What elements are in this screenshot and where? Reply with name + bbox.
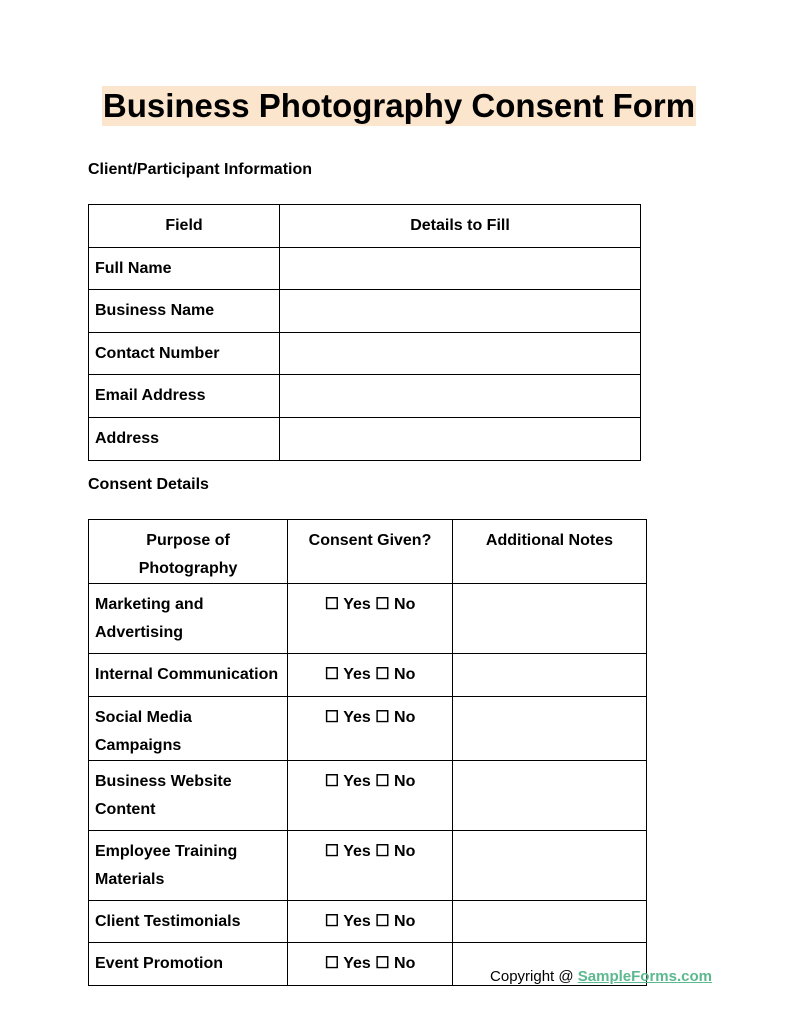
table-row <box>89 900 647 943</box>
title-wrapper <box>0 86 798 126</box>
brand-link[interactable]: SampleForms.com <box>577 968 712 985</box>
purpose-header: Purpose of Photography <box>89 520 288 584</box>
field-label: Address <box>89 417 280 460</box>
client-info-heading: Client/Participant Information <box>88 161 313 178</box>
consent-details-heading-text: Consent Details <box>88 476 209 493</box>
field-label: Email Address <box>89 375 280 418</box>
purpose-label: Client Testimonials <box>89 900 288 943</box>
table-row <box>89 584 647 654</box>
consent-details-heading <box>88 476 209 494</box>
notes-field[interactable] <box>452 584 646 654</box>
consent-checkboxes[interactable]: ☐ Yes ☐ No <box>288 696 453 760</box>
address-field[interactable] <box>280 417 641 460</box>
notes-field[interactable] <box>452 830 646 900</box>
purpose-label: Business Website Content <box>89 760 288 830</box>
client-info-table <box>88 204 641 461</box>
consent-checkboxes[interactable]: ☐ Yes ☐ No <box>288 830 453 900</box>
field-label: Contact Number <box>89 332 280 375</box>
notes-field[interactable] <box>452 900 646 943</box>
copyright-footer <box>490 968 712 985</box>
consent-header: Consent Given? <box>288 520 453 584</box>
field-header: Field <box>89 205 280 248</box>
consent-table <box>88 519 647 986</box>
table-row <box>89 760 647 830</box>
page-title: Business Photography Consent Form <box>102 87 696 124</box>
consent-checkboxes[interactable]: ☐ Yes ☐ No <box>288 900 453 943</box>
email-address-field[interactable] <box>280 375 641 418</box>
copyright-text: Copyright @ <box>490 968 578 985</box>
notes-header: Additional Notes <box>452 520 646 584</box>
table-row <box>89 417 641 460</box>
table-row <box>89 332 641 375</box>
purpose-label: Social Media Campaigns <box>89 696 288 760</box>
details-header: Details to Fill <box>280 205 641 248</box>
table-row <box>89 247 641 290</box>
purpose-label: Marketing and Advertising <box>89 584 288 654</box>
business-name-field[interactable] <box>280 290 641 333</box>
field-label: Full Name <box>89 247 280 290</box>
field-label: Business Name <box>89 290 280 333</box>
purpose-label: Internal Communication <box>89 654 288 697</box>
table-row <box>89 830 647 900</box>
table-row <box>89 290 641 333</box>
notes-field[interactable] <box>452 654 646 697</box>
consent-checkboxes[interactable]: ☐ Yes ☐ No <box>288 584 453 654</box>
notes-field[interactable] <box>452 760 646 830</box>
full-name-field[interactable] <box>280 247 641 290</box>
purpose-label: Event Promotion <box>89 943 288 986</box>
table-row <box>89 696 647 760</box>
notes-field[interactable] <box>452 696 646 760</box>
purpose-label: Employee Training Materials <box>89 830 288 900</box>
consent-checkboxes[interactable]: ☐ Yes ☐ No <box>288 760 453 830</box>
table-row <box>89 654 647 697</box>
table-row <box>89 375 641 418</box>
consent-checkboxes[interactable]: ☐ Yes ☐ No <box>288 654 453 697</box>
consent-checkboxes[interactable]: ☐ Yes ☐ No <box>288 943 453 986</box>
contact-number-field[interactable] <box>280 332 641 375</box>
